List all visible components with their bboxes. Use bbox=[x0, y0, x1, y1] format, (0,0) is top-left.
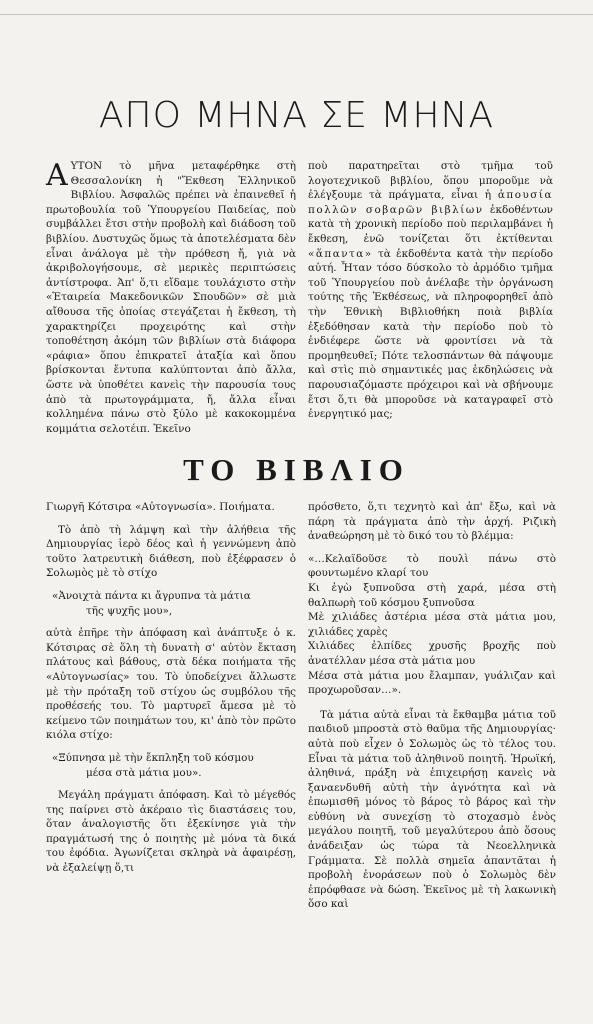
quote-1-line-1: «Ἀνοιχτὰ πάντα κι ἄγρυπνα τὰ μάτια bbox=[52, 589, 251, 602]
intro-text-2c: ἐκδοθέντων κατὰ τὴ χρονικὴ περίοδο ποὺ περιλαμβάνει ἡ ἔκθεση, ἐνῶ τονίζεται ὅτι ἐκτίθενται bbox=[308, 203, 553, 245]
quote-2 bbox=[46, 751, 296, 780]
review-column-left bbox=[46, 500, 296, 884]
quote-1 bbox=[46, 589, 296, 618]
intro-paragraph-2 bbox=[308, 159, 553, 422]
poem-line-5: Μέσα στὰ μάτια μου ἔλαμπαν, γυάλιζαν καὶ προχωροῦσαν…». bbox=[308, 669, 556, 697]
intro-text-1: ΥΤΟΝ τὸ μῆνα μεταφέρθηκε στὴ Θεσσαλονίκη ἡ "Ἔκθεση Ἑλληνικοῦ Βιβλίου. Ἀσφαλῶς πρέπει νὰ ἐπαινεθεῖ ἡ πρωτοβουλία τοῦ Ὑπουργείου Παιδείας, ποὺ συμβάλλει ἔτσι στὴν προβολὴ καὶ διάδοση τοῦ βιβλίου. Δυστυχῶς ὅμως τὰ ἀποτελέσματα δὲν εἶναι ἀνάλογα μὲ τὴν πρόθεση ἤ, γιὰ νὰ ἀκριβολογήσουμε, σὲ μερικὲς περιπτώσεις ἀντίστροφα. Ἀπ' ὅ,τι εἴδαμε τουλάχιστο στὴν «Ἑταιρεία Μακεδονικῶν Σπουδῶν» σὲ μιὰ αἴθουσα τῆς ὁποίας στεγάζεται ἡ ἔκθεση, τὴ χαρακτηρίζει προχειρότης καὶ στὴν τοποθέτηση ἀκόμη τῶν βιβλίων στὰ διάφορα «ράφια» ὅπου ἐπικρατεῖ ἀταξία καὶ ὅπου βρίσκονται ἔντυπα καλύπτονται ἀπὸ ἄλλα, ὥστε νὰ ὑποθέτει κανεὶς τὴν παρουσία τους ἀπὸ τὰ πρωτογράμματα, ἤ, ἄλλα εἶναι κολλημένα πάνω στὸ ξύλο μὲ κακοκομμένα κομμάτια σελοτέιπ. Ἐκεῖνο bbox=[46, 160, 296, 435]
intro-text-2e: τὰ ἐκδοθέντα κατὰ τὴν περίοδο αὐτή. Ἦταν τόσο δύσκολο τὸ ἁρμόδιο τμῆμα τοῦ Ὑπουργείου ποὺ ἀνέλαβε τὴν ὀργάνωση τούτης τῆς Ἐκθέσεως, νὰ πληροφορηθεῖ ἀπὸ τὴν Ἐθνικὴ Βιβλιοθήκη ποιὰ βιβλία ἐξεδόθησαν κατὰ τὴν περίοδο ποὺ τὸ ἐνδιέφερε ὥστε νὰ φροντίσει νὰ τὰ προμηθευθεῖ; Πότε τελοσπάντων θὰ πάψουμε καὶ στὶς πιὸ σημαντικές μας ἐκδηλώσεις νὰ παρουσιαζόμαστε πρόχειροι καὶ νὰ σβήνουμε ἔτσι ὅ,τι θὰ μποροῦσε νὰ καταγραφεῖ στὸ ἐνεργητικό μας; bbox=[308, 247, 553, 421]
review-paragraph-3: Μεγάλη πράγματι ἀπόφαση. Καὶ τὸ μέγεθός της παίρνει στὸ ἀκέραιο τὶς διαστάσεις του, ὅταν ἀναλογιστῆς ὅτι ἐξεκίνησε γιὰ τὴν πραγμάτωσή της ὁ ποιητὴς μὲ μόνα τὰ δικά του ἐφόδια. Ἀγωνίζεται σκληρὰ νὰ ἀφαιρέσῃ, νὰ ἐξαλείψῃ ὅ,τι bbox=[46, 789, 296, 875]
poem-line-2: Κι ἐγὼ ξυπνοῦσα στὴ χαρά, μέσα στὴ θαλπωρὴ τοῦ κόσμου ξυπνοῦσα bbox=[308, 581, 556, 609]
intro-emphasis-all: «ἅπαντα» bbox=[308, 247, 373, 260]
intro-column-right bbox=[308, 159, 553, 430]
review-column-right bbox=[308, 500, 556, 920]
review-byline: Γιωργῆ Κότσιρα «Αὐτογνωσία». Ποιήματα. bbox=[46, 501, 275, 513]
poem-line-4: Χιλιάδες ἐλπίδες χρυσῆς βροχῆς ποὺ ἀνατέλλαν μέσα στὰ μάτια μου bbox=[308, 640, 556, 667]
drop-cap: Α bbox=[46, 158, 68, 193]
poem-excerpt bbox=[308, 552, 556, 698]
quote-2-line-1: «Ξύπνησα μὲ τὴν ἔκπληξη τοῦ κόσμου bbox=[52, 751, 254, 764]
top-rule bbox=[0, 14, 593, 15]
quote-2-line-2: μέσα στὰ μάτια μου». bbox=[86, 766, 202, 779]
intro-text-2a: ποὺ παρατηρεῖται στὸ τμῆμα τοῦ λογοτεχνικοῦ βιβλίου, ὅπου μποροῦμε νὰ ἐλέγξουμε τὰ πράγματα, εἶναι ἡ bbox=[308, 160, 553, 202]
intro-column-left bbox=[46, 159, 296, 444]
review-paragraph-2: αὐτὰ ἐπῆρε τὴν ἀπόφαση καὶ ἀνάπτυξε ὁ κ. Κότσιρας σὲ ὅλη τὴ δυνατὴ σ' αὐτὸν ἔκταση πλάτους καὶ βάθους, στὰ δέκα ποιήματα τῆς «Αὐτογνωσίας» του. Τὸ ὑποδείχνει ἄλλωστε μὲ τὴν πρόταξη τοῦ στίχου ὡς συμβόλου τῆς προθέσεής του. Τὸ μαρτυρεῖ ἄμεσα μὲ τὸ κείμενο τῶν ποιημάτων του, κι' ἀπὸ τὸν πρῶτο κιόλα στίχο: bbox=[46, 627, 296, 742]
page-heading: ΑΠΟ ΜΗΝΑ ΣΕ ΜΗΝΑ bbox=[98, 95, 495, 136]
poem-line-3: Μὲ χιλιάδες ἀστέρια μέσα στὰ μάτια μου, χιλιάδες χαρὲς bbox=[308, 611, 556, 638]
intro-paragraph-1 bbox=[46, 159, 296, 436]
review-paragraph-1: Τὸ ἀπὸ τὴ λάμψη καὶ τὴν ἀλήθεια τῆς Δημιουργίας ἱερὸ δέος καὶ ἡ γεννώμενη ἀπὸ τοῦτο λατρευτικὴ διάθεση, ποὺ ἐξέφρασεν ὁ Σολωμὸς μὲ τὸ στίχο bbox=[46, 523, 296, 580]
quote-1-line-2: τῆς ψυχῆς μου», bbox=[86, 604, 173, 617]
poem-line-1: «…Κελαϊδοῦσε τὸ πουλὶ πάνω στὸ φουντωμένο κλαρί του bbox=[308, 552, 556, 580]
review-paragraph-4: πρόσθετο, ὅ,τι τεχνητὸ καὶ ἀπ' ἔξω, καὶ νὰ πάρη τὰ πράγματα ἀπὸ τὴν ἀρχή. Ριζικὴ ἀναθεώρηση μὲ τὸ δικό του τὸ βλέμμα: bbox=[308, 501, 556, 543]
review-paragraph-5: Τὰ μάτια αὐτὰ εἶναι τὰ ἔκθαμβα μάτια τοῦ παιδιοῦ μπροστὰ στὸ θαῦμα τῆς Δημιουργίας· αὐτὰ ποὺ εἶχεν ὁ Σολωμὸς ὡς τὸ τέλος του. Εἶναι τὰ μάτια τοῦ ἀληθινοῦ ποιητῆ. Ἡρωϊκή, ἀληθινά, πράξη νὰ ἐπιχειρήσῃ κανεὶς νὰ ξαναενδυθῆ αὐτὴ τὴν ἀγνότητα καὶ νὰ ἐπωμισθῆ μόνος τὸ βάρος τὸ βάρος καὶ τὴν εὐθύνη νὰ συνεχίσῃ τὸ στοχασμὸ ἑνὸς μεγάλου ποιητῆ, τοῦ μεγαλύτερου ἀπὸ ὅσους ἀνάδειξαν ὡς τώρα τὰ Νεοελληνικὰ Γράμματα. Σὲ πολλὰ σημεῖα ἀπαντᾶται ἡ προβολὴ ἐνοράσεων ποὺ ὁ Σολωμὸς δὲν ἐπρόφθασε νὰ δώση. Ἐκεῖνος μὲ τὴ λακωνικὴ ὅσο καὶ bbox=[308, 708, 556, 911]
intro-emphasis-absence: ἀπουσία πολλῶν σοβαρῶν βιβλίων bbox=[308, 189, 553, 216]
section-title: ΤΟ ΒΙΒΛΙΟ bbox=[183, 452, 410, 487]
